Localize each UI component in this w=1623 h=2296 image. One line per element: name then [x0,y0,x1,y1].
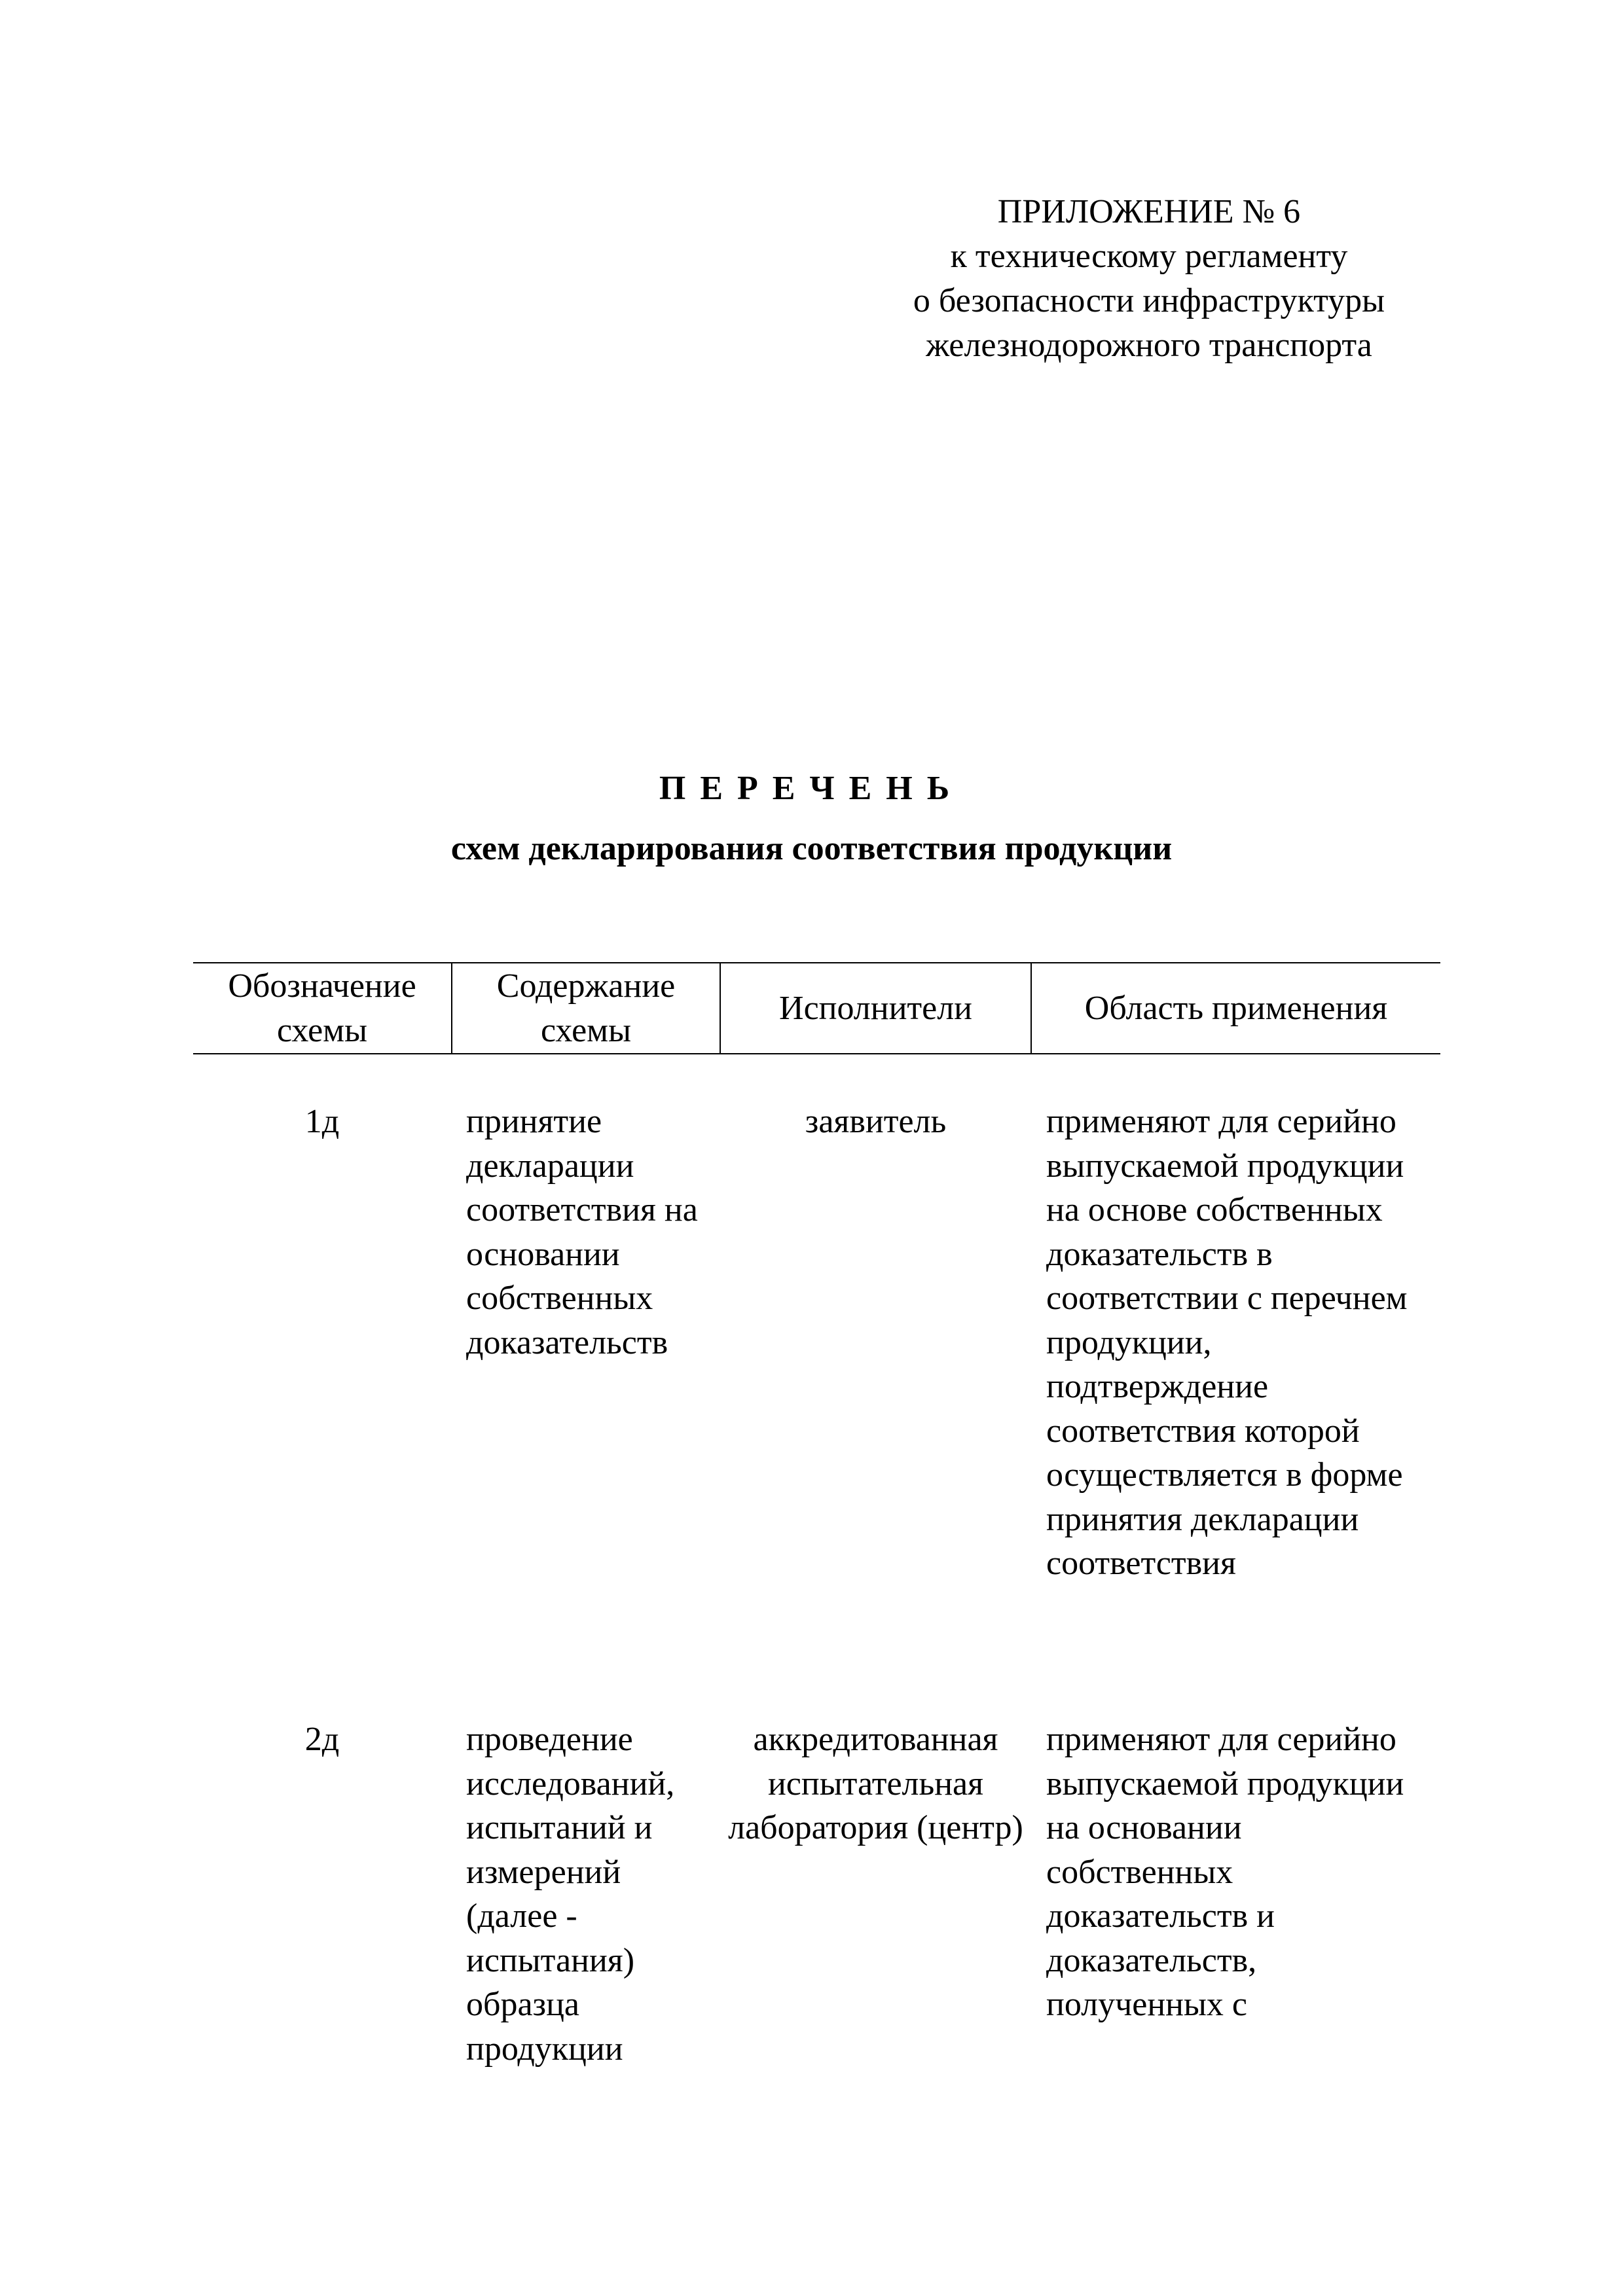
annex-number: ПРИЛОЖЕНИЕ № 6 [997,193,1301,230]
header-performers: Исполнители [779,990,972,1027]
annex-line-4: железнодорожного транспорта [926,327,1372,364]
annex-line-3: о безопасности инфраструктуры [913,282,1385,319]
header-scheme-code: Обозначение схемы [228,967,416,1049]
header-scope: Область применения [1084,990,1388,1027]
row-1-content: принятие декларации соответствия на основании собственных доказательств [466,1103,698,1361]
document-subtitle: схем декларирования соответствия продукции [450,830,1173,867]
annex-header [802,190,1496,368]
header-scheme-content: Содержание схемы [496,967,676,1049]
annex-line-2: к техническому регламенту [950,238,1348,275]
row-2-content: проведение исследований, испытаний и измерений (далее - испытания) образца продукции [466,1721,675,2068]
row-2-code: 2д [304,1721,340,1758]
row-1-code: 1д [304,1103,340,1140]
row-2-scope: применяют для серийно выпускаемой продукции на основании собственных доказательств и доказательств, полученных с [1046,1721,1404,2023]
row-2-performers: аккредитованная испытательная лаборатория (центр) [728,1721,1023,1846]
row-1-performers: заявитель [805,1103,947,1140]
row-1-scope: применяют для серийно выпускаемой продукции на основе собственных доказательств в соответствии с перечнем продукции, подтверждение соответствия которой осуществляется в форме принятия декларации соответствия [1046,1103,1408,1582]
document-title: ПЕРЕЧЕНЬ [659,770,964,807]
